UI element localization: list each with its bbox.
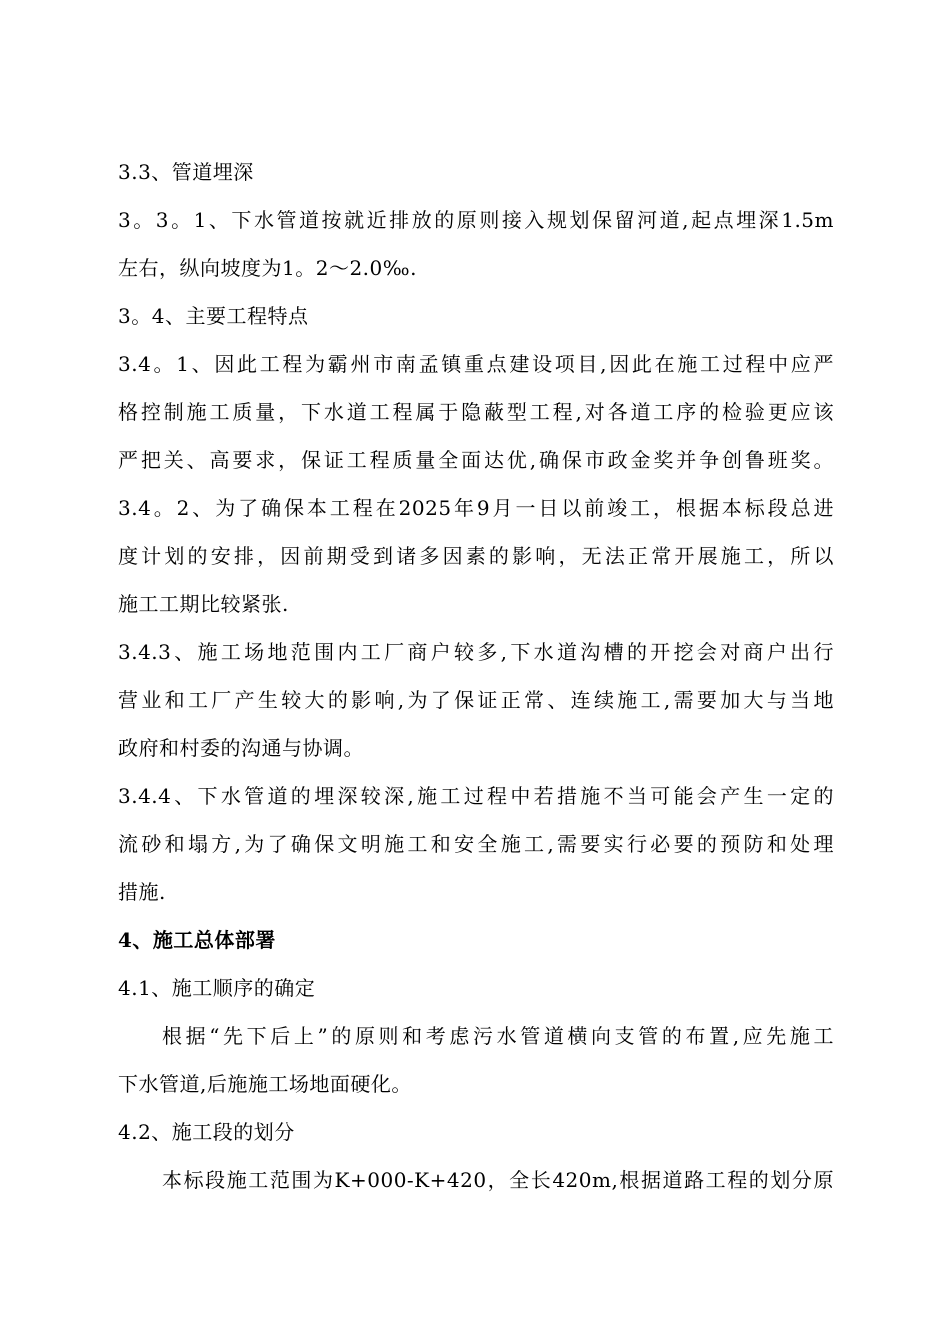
paragraph-3-4-1-line-3: 严把关、高要求，保证工程质量全面达优,确保市政金奖并争创鲁班奖。	[118, 448, 834, 472]
paragraph-3-4-2-line-3: 施工工期比较紧张.	[118, 592, 289, 616]
heading-4-2: 4.2、施工段的划分	[118, 1120, 295, 1144]
paragraph-3-4-4-line-3: 措施.	[118, 880, 166, 904]
paragraph-3-4-4-line-2: 流砂和塌方,为了确保文明施工和安全施工,需要实行必要的预防和处理	[118, 832, 834, 856]
paragraph-4-1-line-2: 下水管道,后施施工场地面硬化。	[118, 1072, 412, 1096]
paragraph-4-1-line-1: 根据“先下后上”的原则和考虑污水管道横向支管的布置,应先施工	[162, 1024, 834, 1048]
paragraph-3-4-1-line-1: 3.4。1、因此工程为霸州市南孟镇重点建设项目,因此在施工过程中应严	[118, 352, 834, 376]
paragraph-3-4-4-line-1: 3.4.4、下水管道的埋深较深,施工过程中若措施不当可能会产生一定的	[118, 784, 834, 808]
paragraph-3-4-3-line-2: 营业和工厂产生较大的影响,为了保证正常、连续施工,需要加大与当地	[118, 688, 834, 712]
paragraph-3-4-3-line-3: 政府和村委的沟通与协调。	[118, 736, 364, 760]
paragraph-3-3-1-line-2: 左右，纵向坡度为1。2～2.0‰.	[118, 256, 417, 280]
heading-3-3: 3.3、管道埋深	[118, 160, 254, 184]
heading-4: 4、施工总体部署	[118, 928, 276, 952]
heading-4-1: 4.1、施工顺序的确定	[118, 976, 316, 1000]
paragraph-3-4-2-line-1: 3.4。2、为了确保本工程在2025年9月一日以前竣工，根据本标段总进	[118, 496, 834, 520]
paragraph-3-4-1-line-2: 格控制施工质量，下水道工程属于隐蔽型工程,对各道工序的检验更应该	[118, 400, 834, 424]
paragraph-3-3-1-line-1: 3。3。1、下水管道按就近排放的原则接入规划保留河道,起点埋深1.5m	[118, 208, 834, 232]
heading-3-4: 3。4、主要工程特点	[118, 304, 309, 328]
paragraph-4-2-line-1: 本标段施工范围为K+000-K+420，全长420m,根据道路工程的划分原	[162, 1168, 834, 1192]
document-page	[118, 148, 834, 1204]
paragraph-3-4-2-line-2: 度计划的安排，因前期受到诸多因素的影响，无法正常开展施工，所以	[118, 544, 834, 568]
paragraph-3-4-3-line-1: 3.4.3、施工场地范围内工厂商户较多,下水道沟槽的开挖会对商户出行	[118, 640, 834, 664]
